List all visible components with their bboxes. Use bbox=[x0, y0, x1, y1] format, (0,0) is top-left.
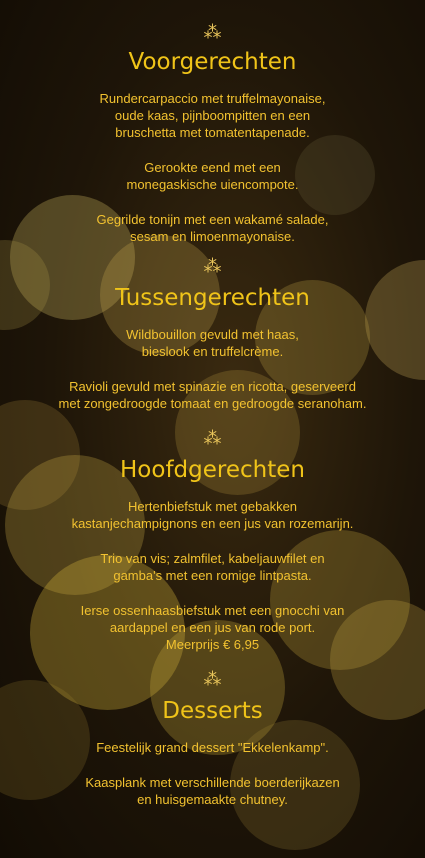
menu-item: Kaasplank met verschillende boerderijkazen en huisgemaakte chutney. bbox=[85, 775, 340, 807]
section-title: Desserts bbox=[162, 698, 263, 724]
menu-item: Ravioli gevuld met spinazie en ricotta, geserveerd met zongedroogde tomaat en gedroogde seranoham. bbox=[58, 379, 367, 411]
menu-item: Gegrilde tonijn met een wakamé salade, sesam en limoenmayonaise. bbox=[96, 212, 329, 244]
menu-item: Rundercarpaccio met truffelmayonaise, oude kaas, pijnboompitten en een bruschetta met tomatentapenade. bbox=[99, 91, 326, 140]
section-title: Hoofdgerechten bbox=[120, 457, 305, 483]
section-voorgerechten bbox=[0, 24, 425, 245]
section-tussengerechten bbox=[0, 258, 425, 412]
section-desserts bbox=[0, 671, 425, 808]
section-hoofdgerechten bbox=[0, 430, 425, 653]
flourish-icon: ⁂ bbox=[203, 256, 222, 277]
menu-item: Gerookte eend met een monegaskische uiencompote. bbox=[126, 160, 299, 192]
section-title: Tussengerechten bbox=[115, 285, 310, 311]
menu-item: Feestelijk grand dessert "Ekkelenkamp". bbox=[96, 740, 329, 755]
menu-item: Ierse ossenhaasbiefstuk met een gnocchi van aardappel en een jus van rode port. Meerprijs € 6,95 bbox=[80, 603, 345, 652]
flourish-icon: ⁂ bbox=[203, 22, 222, 43]
flourish-icon: ⁂ bbox=[203, 428, 222, 449]
menu-item: Wildbouillon gevuld met haas, bieslook en truffelcrème. bbox=[126, 327, 299, 359]
menu-item: Trio van vis; zalmfilet, kabeljauwfilet en gamba's met een romige lintpasta. bbox=[100, 551, 325, 583]
flourish-icon: ⁂ bbox=[203, 669, 222, 690]
menu-item: Hertenbiefstuk met gebakken kastanjechampignons en een jus van rozemarijn. bbox=[71, 499, 354, 531]
section-title: Voorgerechten bbox=[128, 49, 297, 75]
